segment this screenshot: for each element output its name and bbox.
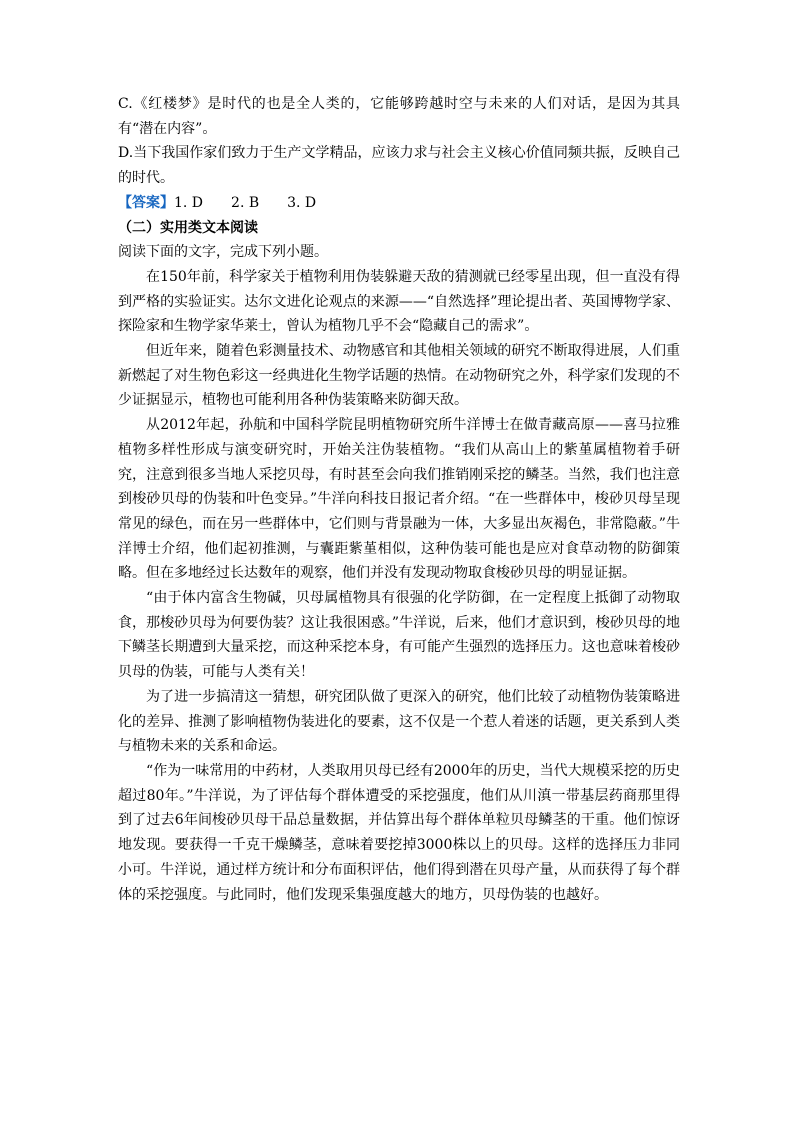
option-d-text: 当下我国作家们致力于生产文学精品，应该力求与社会主义核心价值同频共振，反映自己的时代。 [118,145,680,187]
option-c [118,92,680,141]
paragraph-3: 从2012年起，孙航和中国科学院昆明植物研究所牛洋博士在做青藏高原——喜马拉雅植物多样性形成与演变研究时，开始关注伪装植物。“我们从高山上的紫堇属植物着手研究，注意到很多当地人采挖贝母，有时甚至会向我们推销刚采挖的鳞茎。当然，我们也注意到梭砂贝母的伪装和叶色变异。”牛洋向科技日报记者介绍。“在一些群体中，梭砂贝母呈现常见的绿色，而在另一些群体中，它们则与背景融为一体，大多显出灰褐色，非常隐蔽。”牛洋博士介绍，他们起初推测，与囊距紫堇相似，这种伪装可能也是应对食草动物的防御策略。但在多地经过长达数年的观察，他们并没有发现动物取食梭砂贝母的明显证据。 [118,417,680,582]
paragraph-6: “作为一味常用的中药材，人类取用贝母已经有2000年的历史，当代大规模采挖的历史超过80年。”牛洋说，为了评估每个群体遭受的采挖强度，他们从川滇一带基层药商那里得到了过去6年间梭砂贝母干品总量数据，并估算出每个群体单粒贝母鳞茎的干重。他们惊讶地发现。要获得一千克干燥鳞茎，意味着要挖掉3000株以上的贝母。这样的选择压力非同小可。牛洋说，通过样方统计和分布面积评估，他们得到潜在贝母产量，从而获得了每个群体的采挖强度。与此同时，他们发现采集强度越大的地方，贝母伪装的也越好。 [118,762,680,903]
paragraph-2: 但近年来，随着色彩测量技术、动物感官和其他相关领域的研究不断取得进展，人们重新燃起了对生物色彩这一经典进化生物学话题的热情。在动物研究之外，科学家们发现的不少证据显示，植物也可能利用各种伪装策略来防御天敌。 [118,343,680,409]
answer-text: 1. D 2. B 3. D [174,194,317,211]
answer-label: 【答案】 [118,194,174,211]
option-c-letter: C. [118,96,133,112]
document-body [118,92,680,907]
section-heading: （二）实用类文本阅读 [118,219,258,236]
section-instruction: 阅读下面的文字，完成下列小题。 [118,244,328,261]
answer-line [118,191,680,216]
paragraph-5: 为了进一步搞清这一猜想，研究团队做了更深入的研究，他们比较了动植物伪装策略进化的差异、推测了影响植物伪装进化的要素，这不仅是一个惹人着迷的话题，更关系到人类与植物未来的关系和命运。 [118,688,680,755]
paragraph-1: 在150年前，科学家关于植物利用伪装躲避天敌的猜测就已经零星出现，但一直没有得到严格的实验证实。达尔文进化论观点的来源——“自然选择”理论提出者、英国博物学家、探险家和生物学家华莱士，曾认为植物几乎不会“隐藏自己的需求”。 [118,268,680,335]
option-d [118,141,680,190]
option-d-letter: D. [118,145,134,162]
option-c-text: 《红楼梦》是时代的也是全人类的，它能够跨越时空与未来的人们对话，是因为其具有“潜在内容”。 [118,96,680,137]
paragraph-4: “由于体内富含生物碱，贝母属植物具有很强的化学防御，在一定程度上抵御了动物取食，那梭砂贝母为何要伪装？这让我很困惑。”牛洋说，后来，他们才意识到，梭砂贝母的地下鳞茎长期遭到大量采挖，而这种采挖本身，有可能产生强烈的选择压力。这也意味着梭砂贝母的伪装，可能与人类有关！ [118,590,680,681]
